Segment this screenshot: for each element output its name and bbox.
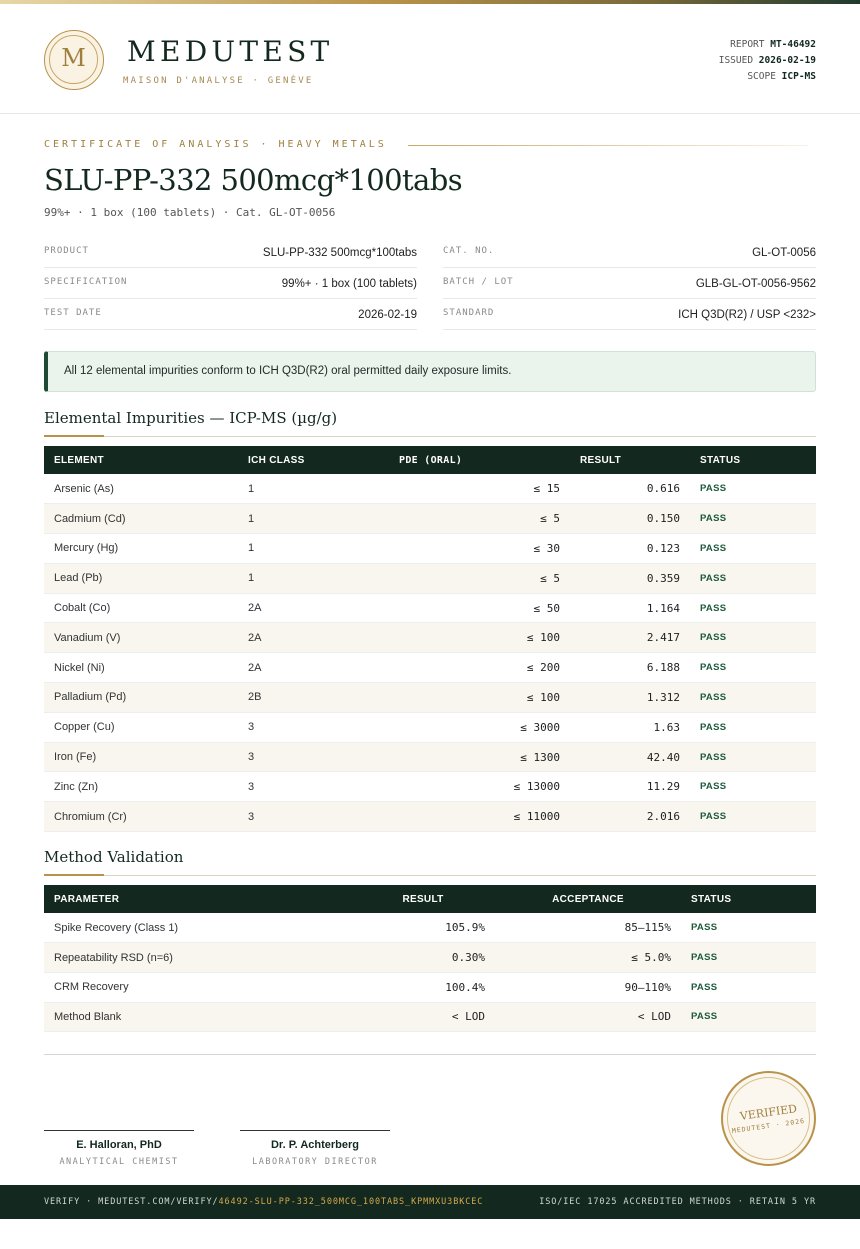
validation-table — [44, 885, 816, 1032]
signatory-role: LABORATORY DIRECTOR — [252, 1157, 378, 1167]
acceptance-cell: 90–110% — [495, 972, 681, 1002]
table-row — [44, 593, 816, 623]
acceptance-cell: ≤ 5.0% — [495, 943, 681, 973]
table-row — [44, 623, 816, 653]
status-badge: PASS — [690, 504, 816, 534]
result-cell: 1.63 — [570, 712, 690, 742]
validation-header-row — [44, 885, 816, 913]
table-row — [44, 802, 816, 832]
impurities-section-accent — [44, 435, 104, 437]
impurities-header-row — [44, 446, 816, 474]
report-number-line: REPORT MT-46492 — [730, 39, 816, 50]
element-cell: Palladium (Pd) — [44, 683, 238, 713]
pde-cell: ≤ 200 — [389, 653, 570, 683]
pde-cell: ≤ 5 — [389, 504, 570, 534]
result-cell: 0.30% — [351, 943, 495, 973]
pde-cell: ≤ 13000 — [389, 772, 570, 802]
status-badge: PASS — [690, 712, 816, 742]
result-cell: 6.188 — [570, 653, 690, 683]
status-badge: PASS — [690, 593, 816, 623]
table-row — [44, 534, 816, 564]
signature-block-director — [240, 1130, 390, 1167]
info-row-standard — [443, 299, 816, 330]
info-row-product — [44, 237, 417, 268]
verify-prefix: VERIFY · MEDUTEST.COM/VERIFY/ — [44, 1197, 219, 1207]
acceptance-cell: 85–115% — [495, 913, 681, 943]
info-grid-right — [443, 237, 816, 330]
column-header-ich-class: ICH CLASS — [238, 446, 389, 474]
issued-date-line: ISSUED 2026-02-19 — [718, 55, 816, 66]
status-badge: PASS — [681, 913, 816, 943]
status-badge: PASS — [690, 683, 816, 713]
pde-cell: ≤ 15 — [389, 474, 570, 504]
pde-cell: ≤ 1300 — [389, 742, 570, 772]
table-row — [44, 742, 816, 772]
result-cell: 11.29 — [570, 772, 690, 802]
class-cell: 3 — [238, 802, 389, 832]
info-value: GLB-GL-OT-0056-9562 — [695, 278, 816, 290]
info-row-cat-no — [443, 237, 816, 268]
result-cell: 0.123 — [570, 534, 690, 564]
column-header-acceptance: ACCEPTANCE — [495, 885, 681, 913]
signature-divider — [44, 1054, 816, 1055]
class-cell: 1 — [238, 563, 389, 593]
element-cell: Cobalt (Co) — [44, 593, 238, 623]
brand-logo — [44, 30, 104, 90]
result-cell: 0.616 — [570, 474, 690, 504]
info-grid-left — [44, 237, 417, 330]
column-header-pde: PDE (ORAL) — [389, 446, 570, 474]
status-badge: PASS — [690, 474, 816, 504]
notice-text: All 12 elemental impurities conform to ICH Q3D(R2) oral permitted daily exposure limits. — [64, 365, 512, 377]
table-row — [44, 563, 816, 593]
table-row — [44, 653, 816, 683]
verify-link[interactable] — [44, 1197, 483, 1207]
result-cell: 105.9% — [351, 913, 495, 943]
class-cell: 1 — [238, 474, 389, 504]
status-badge: PASS — [681, 972, 816, 1002]
element-cell: Copper (Cu) — [44, 712, 238, 742]
parameter-cell: Method Blank — [44, 1002, 351, 1032]
element-cell: Mercury (Hg) — [44, 534, 238, 564]
seal-text: VERIFIED — [739, 1102, 798, 1123]
info-label: PRODUCT — [44, 246, 89, 256]
status-badge: PASS — [690, 623, 816, 653]
info-label: TEST DATE — [44, 308, 102, 318]
table-row — [44, 712, 816, 742]
parameter-cell: CRM Recovery — [44, 972, 351, 1002]
info-value: 2026-02-19 — [358, 309, 417, 321]
info-label: SPECIFICATION — [44, 277, 128, 287]
class-cell: 1 — [238, 504, 389, 534]
top-accent-bar — [0, 0, 860, 4]
signatory-name: E. Halloran, PhD — [76, 1139, 162, 1151]
conformance-notice — [44, 351, 816, 392]
acceptance-cell: < LOD — [495, 1002, 681, 1032]
seal-subtext: MEDUTEST · 2026 — [731, 1116, 806, 1136]
result-cell: < LOD — [351, 1002, 495, 1032]
class-cell: 2A — [238, 593, 389, 623]
table-row — [44, 474, 816, 504]
column-header-element: ELEMENT — [44, 446, 238, 474]
impurities-section-rule — [44, 436, 816, 437]
status-badge: PASS — [681, 1002, 816, 1032]
pde-cell: ≤ 100 — [389, 683, 570, 713]
result-cell: 100.4% — [351, 972, 495, 1002]
info-row-test-date — [44, 299, 417, 330]
signatory-role: ANALYTICAL CHEMIST — [59, 1157, 179, 1167]
element-cell: Vanadium (V) — [44, 623, 238, 653]
class-cell: 2B — [238, 683, 389, 713]
signature-block-chemist — [44, 1130, 194, 1167]
class-cell: 1 — [238, 534, 389, 564]
footer-bar — [0, 1185, 860, 1219]
signatory-name: Dr. P. Achterberg — [270, 1139, 360, 1151]
result-cell: 0.150 — [570, 504, 690, 534]
info-value: 99%+ · 1 box (100 tablets) — [281, 278, 417, 290]
column-header-parameter: PARAMETER — [44, 885, 351, 913]
element-cell: Arsenic (As) — [44, 474, 238, 504]
table-row — [44, 943, 816, 973]
pde-cell: ≤ 30 — [389, 534, 570, 564]
brand-name: MEDUTEST — [127, 35, 334, 68]
info-value: SLU-PP-332 500mcg*100tabs — [262, 247, 417, 259]
brand-tagline: MAISON D'ANALYSE · GENÈVE — [123, 76, 314, 86]
certificate-eyebrow: CERTIFICATE OF ANALYSIS · HEAVY METALS — [44, 139, 387, 150]
verified-seal — [721, 1071, 816, 1166]
class-cell: 3 — [238, 772, 389, 802]
pde-cell: ≤ 11000 — [389, 802, 570, 832]
scope-line: SCOPE ICP-MS — [747, 71, 816, 82]
element-cell: Zinc (Zn) — [44, 772, 238, 802]
element-cell: Iron (Fe) — [44, 742, 238, 772]
column-header-status: STATUS — [690, 446, 816, 474]
status-badge: PASS — [690, 772, 816, 802]
column-header-result: RESULT — [570, 446, 690, 474]
result-cell: 1.312 — [570, 683, 690, 713]
verify-code: 46492-SLU-PP-332_500MCG_100TABS_KPMMXU3BKCEC — [218, 1197, 484, 1207]
status-badge: PASS — [690, 653, 816, 683]
info-label: CAT. NO. — [443, 246, 495, 256]
accreditation-note: ISO/IEC 17025 ACCREDITED METHODS · RETAIN 5 YR — [539, 1197, 816, 1207]
page-title: SLU-PP-332 500mcg*100tabs — [44, 163, 462, 197]
validation-section-rule — [44, 875, 816, 876]
info-label: BATCH / LOT — [443, 277, 514, 287]
pde-cell: ≤ 5 — [389, 563, 570, 593]
page-subtitle: 99%+ · 1 box (100 tablets) · Cat. GL-OT-0056 — [44, 206, 336, 219]
parameter-cell: Spike Recovery (Class 1) — [44, 913, 351, 943]
pde-cell: ≤ 100 — [389, 623, 570, 653]
logo-letter: M — [61, 44, 86, 72]
table-row — [44, 1002, 816, 1032]
validation-section-accent — [44, 874, 104, 876]
class-cell: 2A — [238, 623, 389, 653]
eyebrow-rule — [408, 145, 808, 146]
header-divider — [0, 113, 860, 114]
column-header-result: RESULT — [351, 885, 495, 913]
result-cell: 42.40 — [570, 742, 690, 772]
status-badge: PASS — [690, 534, 816, 564]
element-cell: Cadmium (Cd) — [44, 504, 238, 534]
table-row — [44, 504, 816, 534]
column-header-status: STATUS — [681, 885, 816, 913]
result-cell: 2.417 — [570, 623, 690, 653]
table-row — [44, 972, 816, 1002]
table-row — [44, 913, 816, 943]
element-cell: Chromium (Cr) — [44, 802, 238, 832]
class-cell: 2A — [238, 653, 389, 683]
parameter-cell: Repeatability RSD (n=6) — [44, 943, 351, 973]
info-value: GL-OT-0056 — [752, 247, 816, 259]
pde-cell: ≤ 50 — [389, 593, 570, 623]
result-cell: 0.359 — [570, 563, 690, 593]
table-row — [44, 683, 816, 713]
status-badge: PASS — [690, 742, 816, 772]
impurities-table — [44, 446, 816, 832]
validation-section-title: Method Validation — [44, 848, 184, 866]
result-cell: 1.164 — [570, 593, 690, 623]
info-row-batch-lot — [443, 268, 816, 299]
element-cell: Nickel (Ni) — [44, 653, 238, 683]
report-meta — [719, 37, 816, 85]
info-row-specification — [44, 268, 417, 299]
info-value: ICH Q3D(R2) / USP <232> — [678, 309, 816, 321]
table-row — [44, 772, 816, 802]
element-cell: Lead (Pb) — [44, 563, 238, 593]
info-label: STANDARD — [443, 308, 495, 318]
pde-cell: ≤ 3000 — [389, 712, 570, 742]
impurities-section-title: Elemental Impurities — ICP-MS (µg/g) — [44, 409, 338, 427]
status-badge: PASS — [690, 563, 816, 593]
status-badge: PASS — [681, 943, 816, 973]
result-cell: 2.016 — [570, 802, 690, 832]
class-cell: 3 — [238, 712, 389, 742]
class-cell: 3 — [238, 742, 389, 772]
status-badge: PASS — [690, 802, 816, 832]
